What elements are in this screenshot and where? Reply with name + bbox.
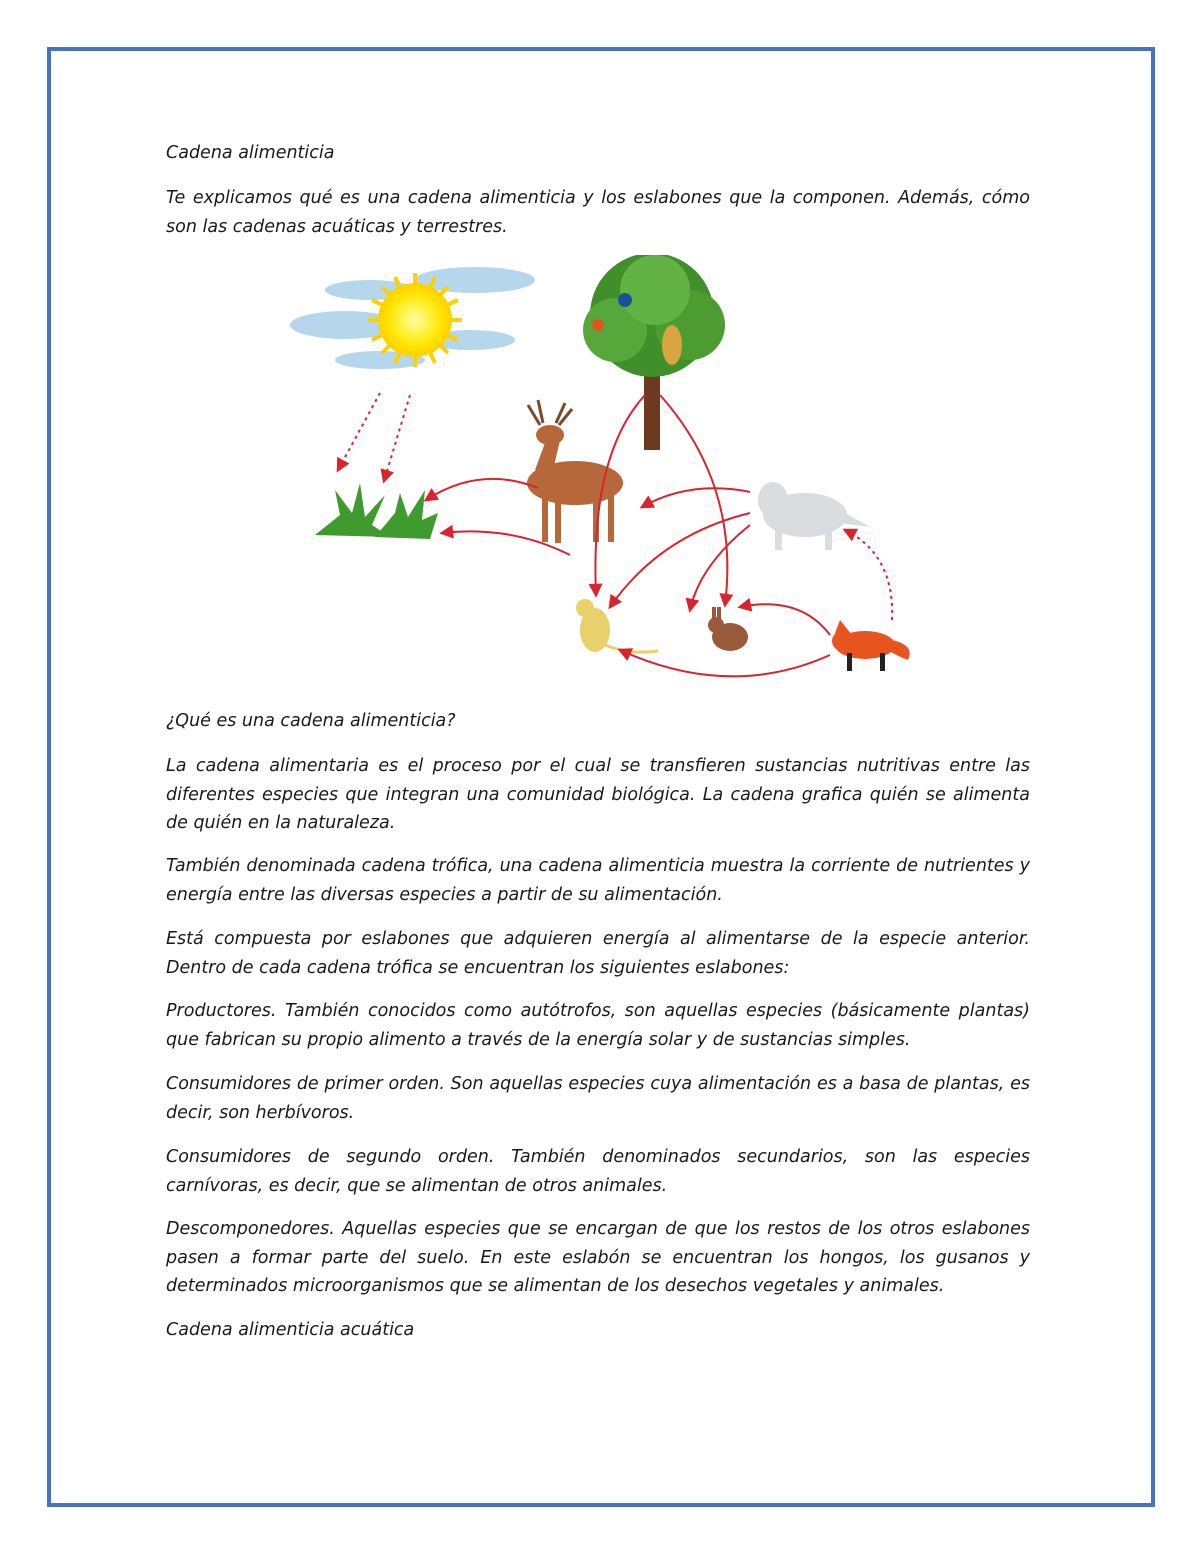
footer-heading: Cadena alimenticia acuática	[166, 1320, 415, 1340]
mouse-icon	[576, 599, 658, 652]
document-title: Cadena alimenticia	[166, 143, 335, 163]
paragraph-decomposers: Descomponedores. Aquellas especies que se encargan de que los restos de los otros eslabones pasen a formar parte del suelo. En este eslabón se encuentran los hongos, los gusanos y determinados microorganismos que se alimentan de los desechos vegetales y animales.	[166, 1219, 1030, 1296]
plants-icon	[315, 483, 438, 539]
paragraph-links: Está compuesta por eslabones que adquieren energía al alimentarse de la especie anterior. Dentro de cada cadena trófica se encuentran los siguientes eslabones:	[166, 929, 1030, 978]
fox-icon	[832, 620, 910, 671]
rabbit-icon	[708, 607, 748, 651]
paragraph-definition: La cadena alimentaria es el proceso por el cual se transfieren sustancias nutritivas entre las diferentes especies que integran una comunidad biológica. La cadena grafica quién se alimenta de quién en la naturaleza.	[166, 756, 1030, 833]
paragraph-trophic: También denominada cadena trófica, una cadena alimenticia muestra la corriente de nutrientes y energía entre las diversas especies a partir de su alimentación.	[166, 856, 1030, 905]
wolf-icon	[758, 482, 870, 550]
paragraph-primary-consumers: Consumidores de primer orden. Son aquellas especies cuya alimentación es a basa de plantas, es decir, son herbívoros.	[166, 1074, 1030, 1123]
section-heading: ¿Qué es una cadena alimenticia?	[166, 711, 456, 731]
deer-icon	[527, 400, 623, 543]
paragraph-secondary-consumers: Consumidores de segundo orden. También denominados secundarios, son las especies carnívoras, es decir, que se alimentan de otros animales.	[166, 1147, 1030, 1196]
food-chain-illustration	[280, 255, 930, 695]
intro-paragraph: Te explicamos qué es una cadena alimenticia y los eslabones que la componen. Además, cómo son las cadenas acuáticas y terrestres.	[166, 188, 1030, 237]
paragraph-producers: Productores. También conocidos como autótrofos, son aquellas especies (básicamente plantas) que fabrican su propio alimento a través de la energía solar y de sustancias simples.	[166, 1001, 1030, 1050]
sun-icon	[368, 273, 462, 367]
tree-icon	[583, 255, 725, 450]
